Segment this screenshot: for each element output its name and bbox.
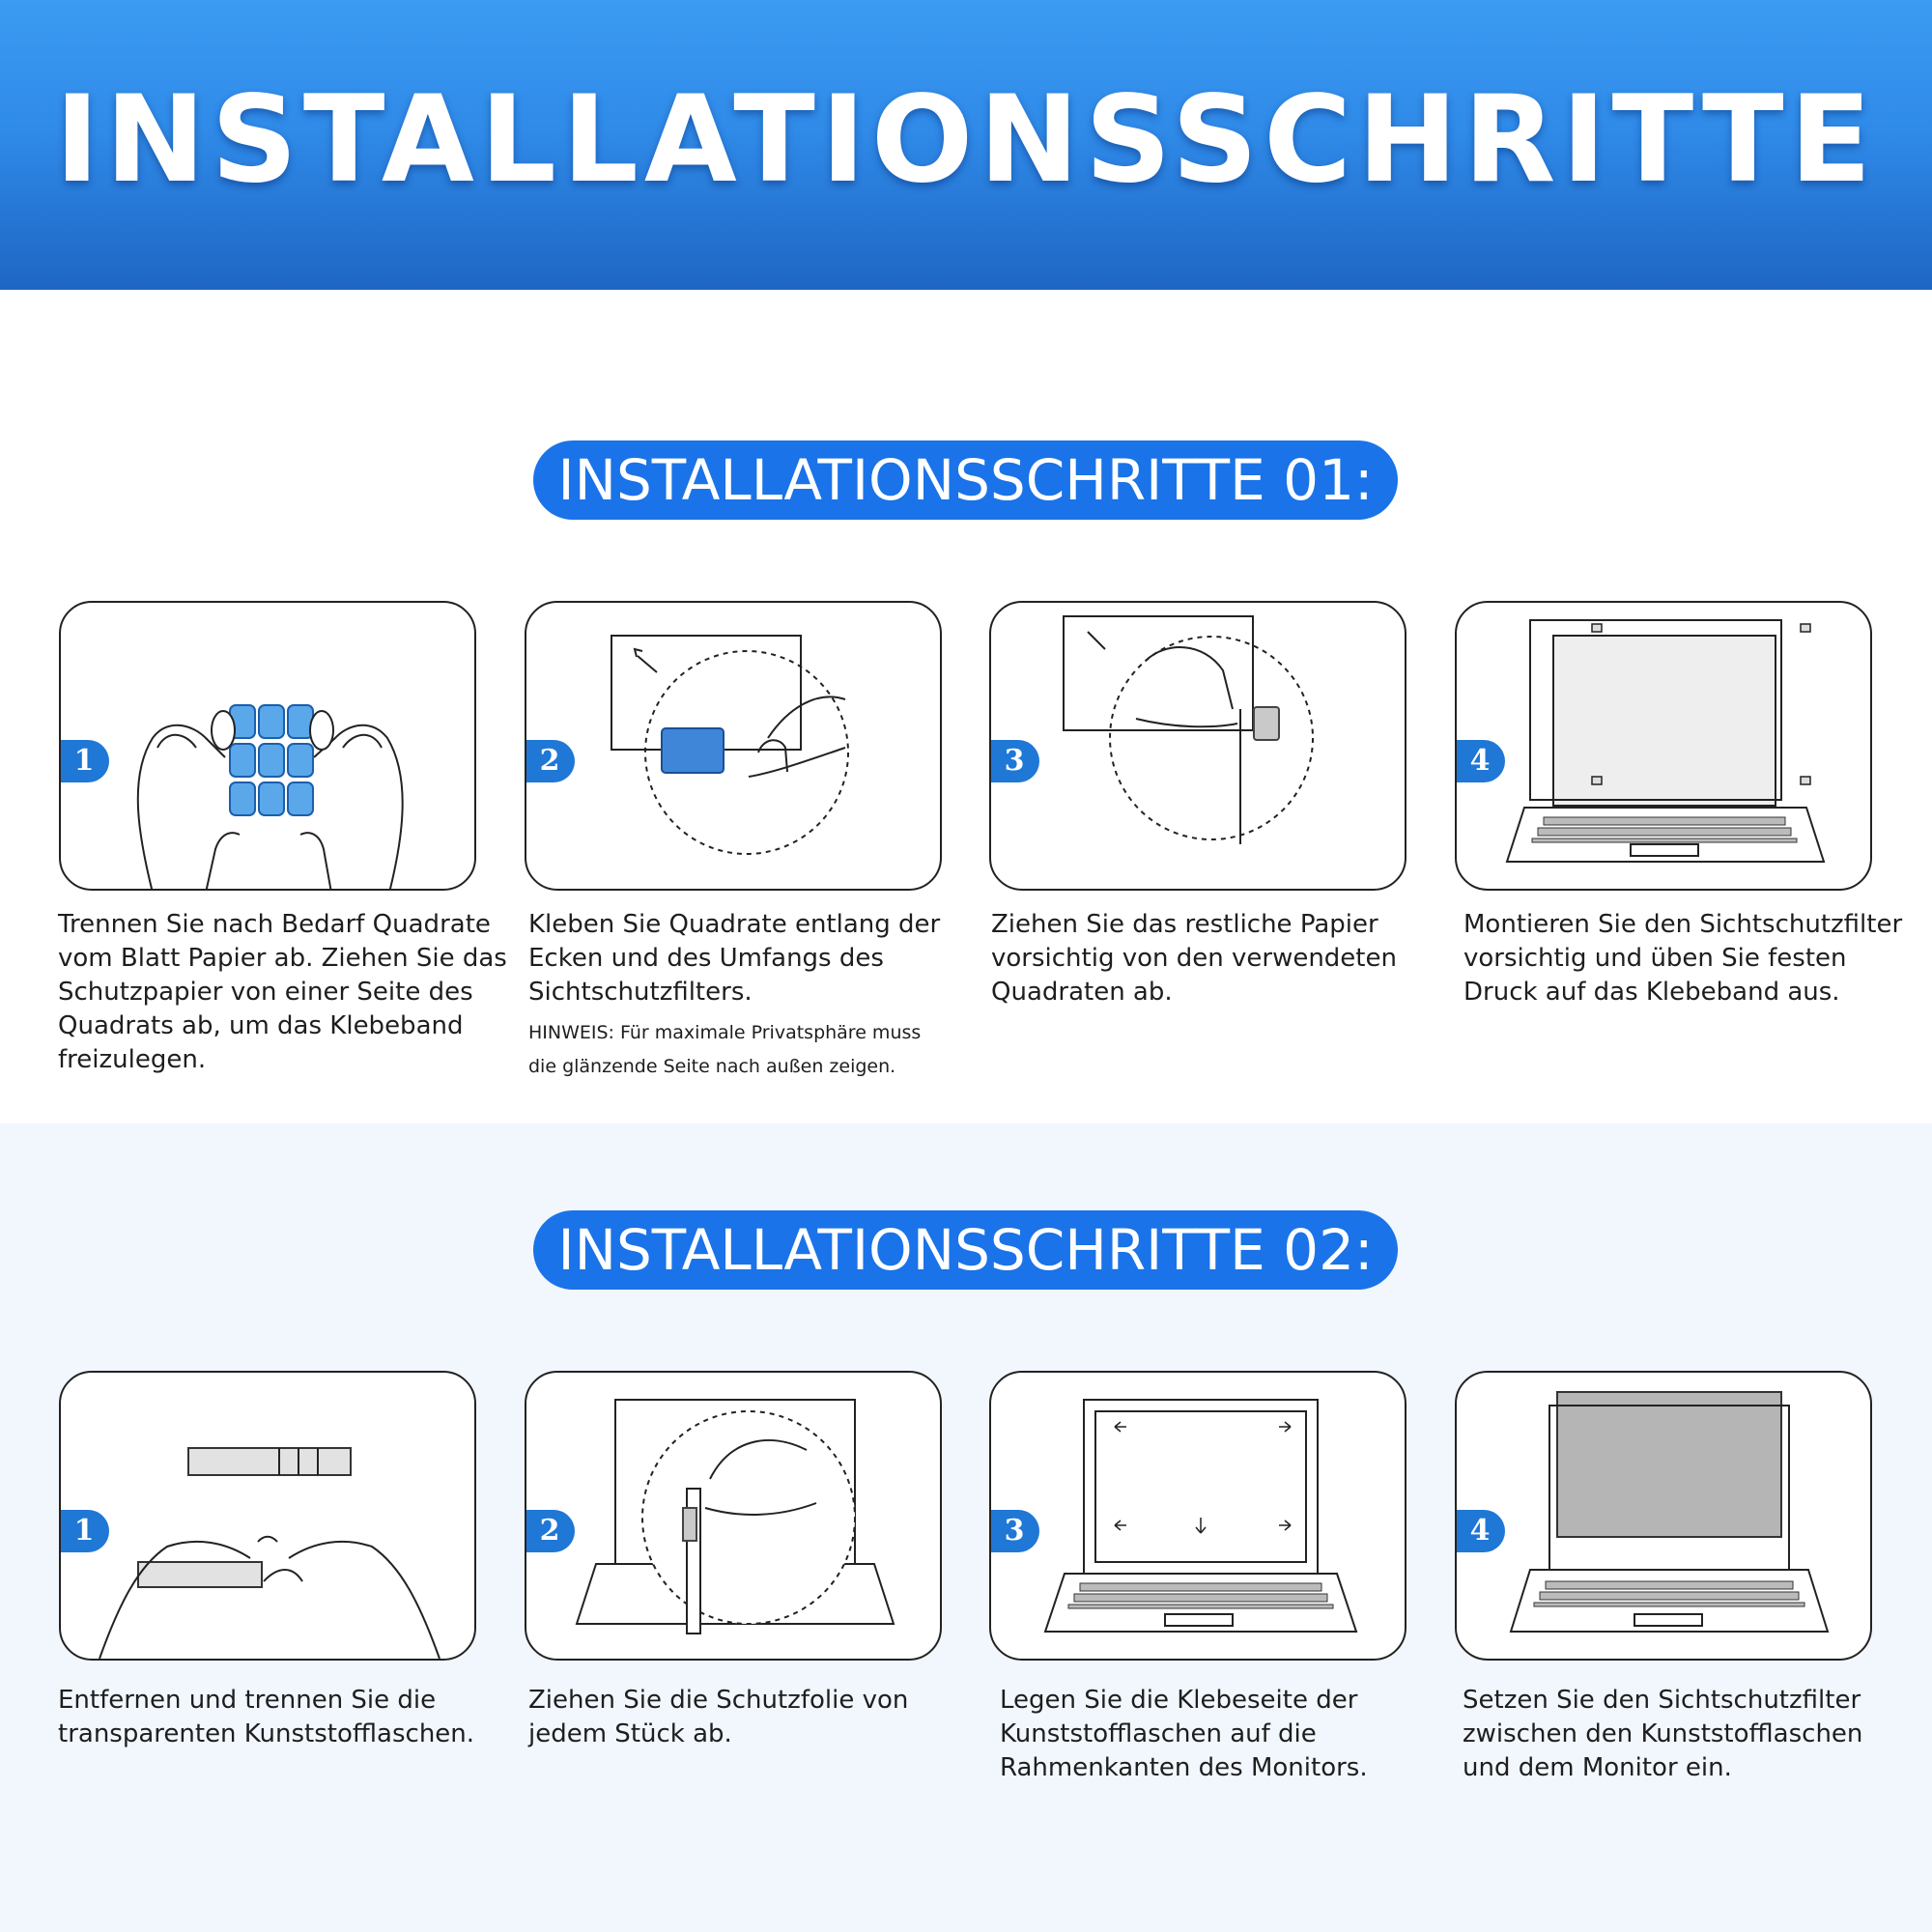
step-badge: 3: [989, 740, 1039, 782]
step-badge: 1: [59, 1510, 109, 1552]
step-text-2-3: Legen Sie die Klebeseite der Kunststofflaschen auf die Rahmenkanten des Monitors.: [1000, 1686, 1368, 1782]
hand-placing-square-illustration: [526, 603, 942, 891]
step-text-1-4: Montieren Sie den Sichtschutzfilter vorsichtig und üben Sie festen Druck auf das Klebeband aus.: [1463, 910, 1903, 1007]
step-text-1-2: Kleben Sie Quadrate entlang der Ecken und des Umfangs des Sichtschutzfilters.: [528, 910, 941, 1007]
step-badge: 4: [1455, 1510, 1505, 1552]
step-card-2-3: [989, 1371, 1406, 1661]
laptop-tabs-placed-illustration: [991, 1373, 1406, 1661]
page-title: INSTALLATIONSSCHRITTE: [54, 71, 1878, 210]
hand-peeling-paper-illustration: [991, 603, 1406, 891]
header-banner: [0, 0, 1932, 290]
laptop-filter-mounted-illustration: [1457, 603, 1872, 891]
step-card-2-1: [59, 1371, 476, 1661]
step-text-1-1: Trennen Sie nach Bedarf Quadrate vom Blatt Papier ab. Ziehen Sie das Schutzpapier von einer Seite des Quadrats ab, um das Klebeband freizulegen.: [58, 910, 507, 1074]
step-text-2-1: Entfernen und trennen Sie die transparenten Kunststofflaschen.: [58, 1686, 475, 1748]
step-note-1-2: HINWEIS: Für maximale Privatsphäre muss die glänzende Seite nach außen zeigen.: [528, 1022, 922, 1077]
step-text-2-2: Ziehen Sie die Schutzfolie von jedem Stück ab.: [528, 1686, 909, 1748]
step-badge: 2: [525, 1510, 575, 1552]
step-text-1-3: Ziehen Sie das restliche Papier vorsichtig von den verwendeten Quadraten ab.: [991, 910, 1397, 1007]
step-badge: 3: [989, 1510, 1039, 1552]
step-card-2-2: [525, 1371, 942, 1661]
section-1-title: INSTALLATIONSSCHRITTE 01:: [533, 440, 1398, 520]
hands-peeling-squares-illustration: [61, 603, 476, 891]
step-card-1-3: [989, 601, 1406, 891]
step-card-1-1: [59, 601, 476, 891]
step-card-1-2: [525, 601, 942, 891]
step-badge: 1: [59, 740, 109, 782]
step-card-1-4: [1455, 601, 1872, 891]
step-badge: 2: [525, 740, 575, 782]
hands-separating-tabs-illustration: [61, 1373, 476, 1661]
step-text-2-4: Setzen Sie den Sichtschutzfilter zwischen den Kunststofflaschen und dem Monitor ein.: [1463, 1686, 1863, 1782]
section-2-title: INSTALLATIONSSCHRITTE 02:: [533, 1210, 1398, 1290]
step-card-2-4: [1455, 1371, 1872, 1661]
hand-peeling-film-illustration: [526, 1373, 942, 1661]
laptop-filter-inserted-illustration: [1457, 1373, 1872, 1661]
step-badge: 4: [1455, 740, 1505, 782]
